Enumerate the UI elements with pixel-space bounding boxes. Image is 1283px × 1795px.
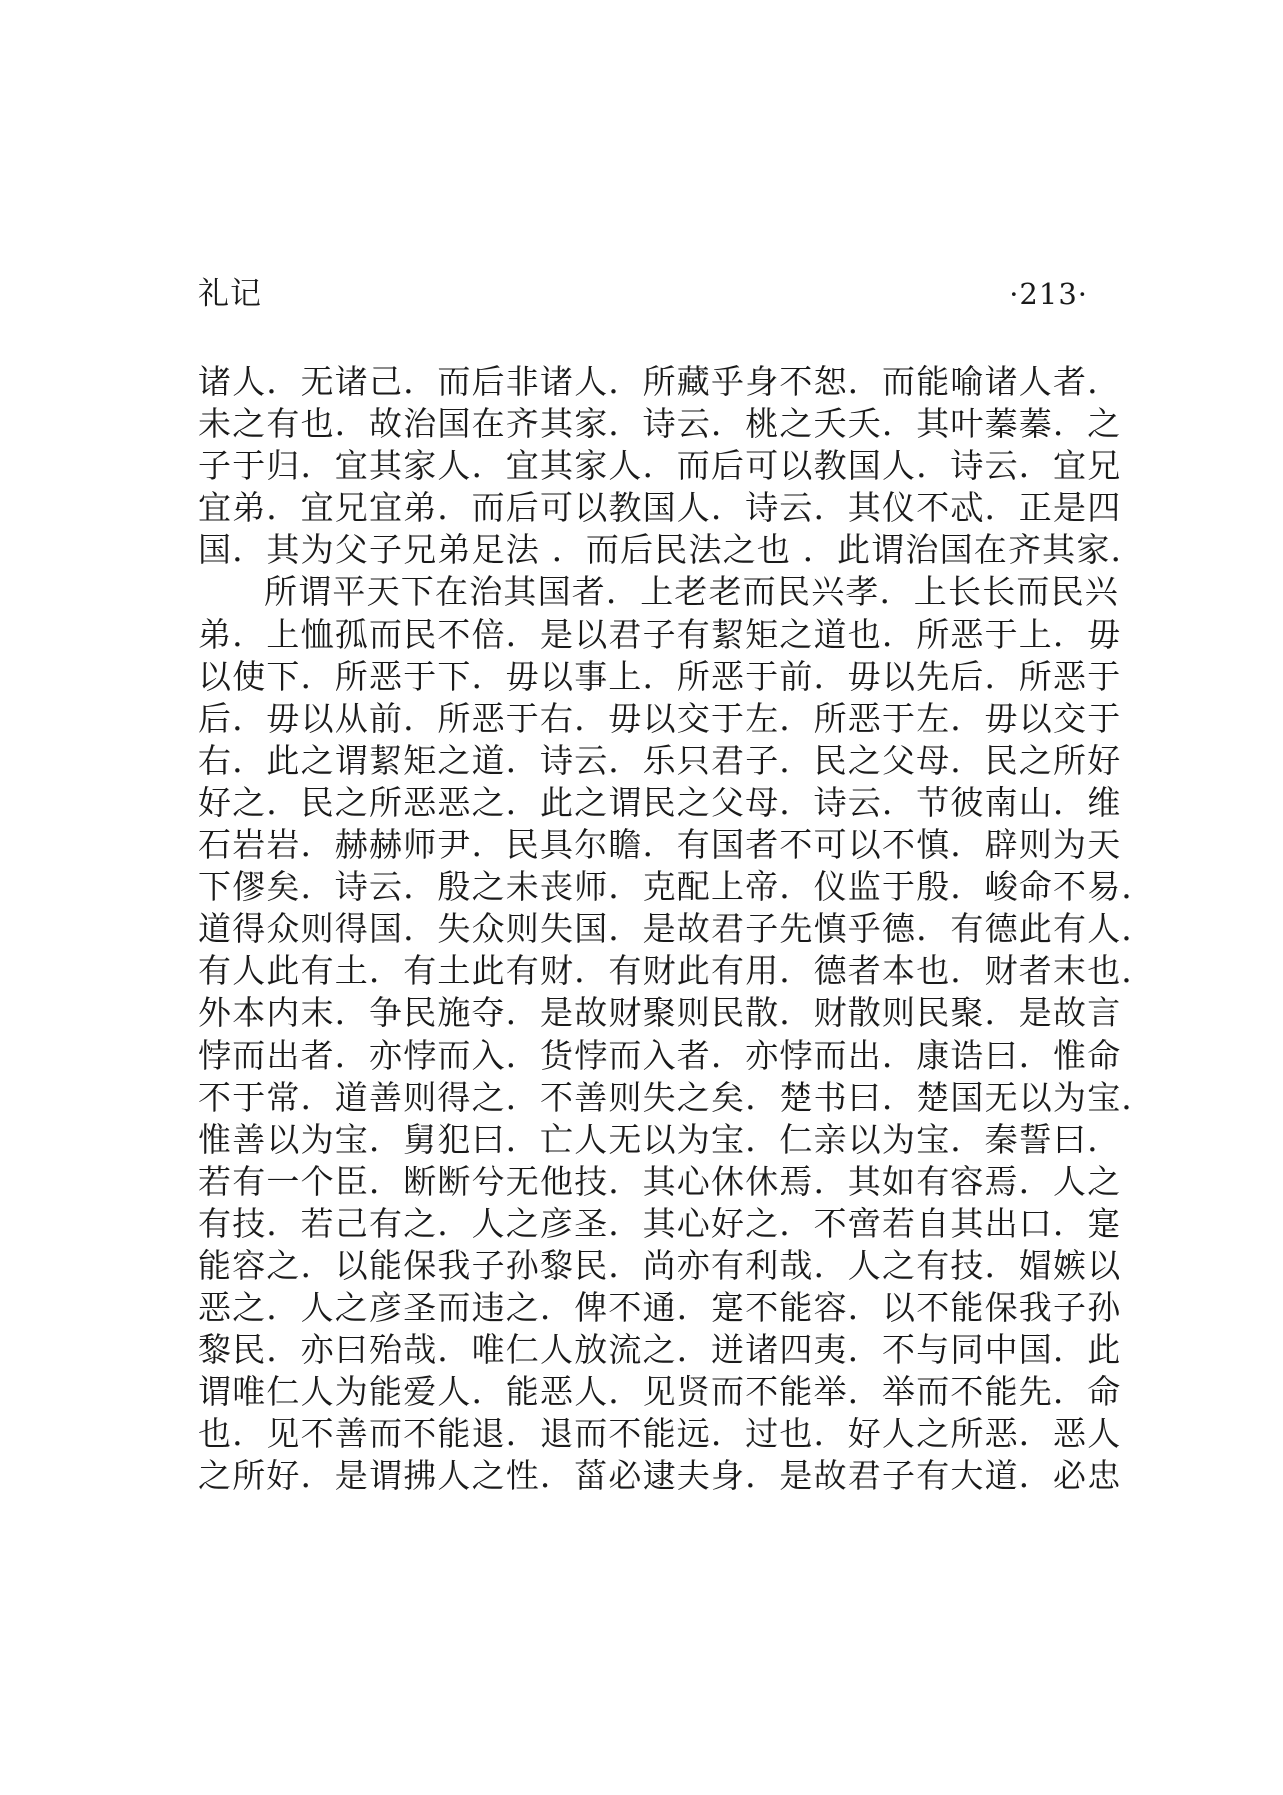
text-line: 诸人．无诸己．而后非诸人．所藏乎身不恕．而能喻诸人者．: [198, 362, 1122, 401]
text-line: 之所好．是谓拂人之性．菑必逮夫身．是故君子有大道．必忠: [198, 1456, 1122, 1496]
text-line: 黎民．亦曰殆哉．唯仁人放流之．迸诸四夷．不与同中国．此: [198, 1330, 1122, 1370]
text-line: 宜弟．宜兄宜弟．而后可以教国人．诗云．其仪不忒．正是四: [198, 488, 1122, 528]
text-line: 有技．若己有之．人之彦圣．其心好之．不啻若自其出口．寔: [198, 1203, 1122, 1243]
text-line: 恶之．人之彦圣而违之．俾不通．寔不能容．以不能保我子孙: [198, 1288, 1122, 1328]
text-line: 谓唯仁人为能爱人．能恶人．见贤而不能举．举而不能先．命: [198, 1372, 1122, 1412]
text-line: 下僇矣．诗云．殷之未丧师．克配上帝．仪监于殷．峻命不易．: [198, 867, 1156, 907]
text-line: 子于归．宜其家人．宜其家人．而后可以教国人．诗云．宜兄: [198, 446, 1122, 486]
book-title: 礼记: [198, 276, 262, 312]
text-line: 悖而出者．亦悖而入．货悖而入者．亦悖而出．康诰曰．惟命: [198, 1035, 1122, 1075]
body-text: [198, 361, 1156, 1498]
text-line: 右．此之谓絜矩之道．诗云．乐只君子．民之父母．民之所好: [198, 740, 1122, 780]
text-line: 能容之．以能保我子孙黎民．尚亦有利哉．人之有技．媢嫉以: [198, 1245, 1122, 1285]
text-line: 道得众则得国．失众则失国．是故君子先慎乎德．有德此有人．: [198, 909, 1156, 949]
page-header: [198, 272, 1088, 316]
text-line: 好之．民之所恶恶之．此之谓民之父母．诗云．节彼南山．维: [198, 782, 1122, 822]
text-line: 有人此有土．有土此有财．有财此有用．德者本也．财者末也．: [198, 951, 1156, 991]
text-line: 惟善以为宝．舅犯曰．亡人无以为宝．仁亲以为宝．秦誓曰．: [198, 1119, 1122, 1159]
text-line: 也．见不善而不能退．退而不能远．过也．好人之所恶．恶人: [198, 1414, 1122, 1454]
paragraph-start-line: 所谓平天下在治其国者．上老老而民兴孝．上长长而民兴: [264, 572, 1119, 612]
text-line: 后．毋以从前．所恶于右．毋以交于左．所恶于左．毋以交于: [198, 698, 1122, 738]
text-line: 石岩岩．赫赫师尹．民具尔瞻．有国者不可以不慎．辟则为天: [198, 825, 1122, 865]
text-line: 弟．上恤孤而民不倍．是以君子有絜矩之道也．所恶于上．毋: [198, 614, 1122, 654]
text-line: 以使下．所恶于下．毋以事上．所恶于前．毋以先后．所恶于: [198, 656, 1122, 696]
text-line: 国．其为父子兄弟足法 ．而后民法之也 ．此谓治国在齐其家．: [198, 530, 1145, 570]
page-number: ·213·: [1009, 277, 1088, 311]
text-line: 不于常．道善则得之．不善则失之矣．楚书曰．楚国无以为宝．: [198, 1077, 1156, 1117]
text-line: 未之有也．故治国在齐其家．诗云．桃之夭夭．其叶蓁蓁．之: [198, 404, 1122, 444]
text-line: 外本内末．争民施夺．是故财聚则民散．财散则民聚．是故言: [198, 993, 1122, 1033]
text-line: 若有一个臣．断断兮无他技．其心休休焉．其如有容焉．人之: [198, 1161, 1122, 1201]
